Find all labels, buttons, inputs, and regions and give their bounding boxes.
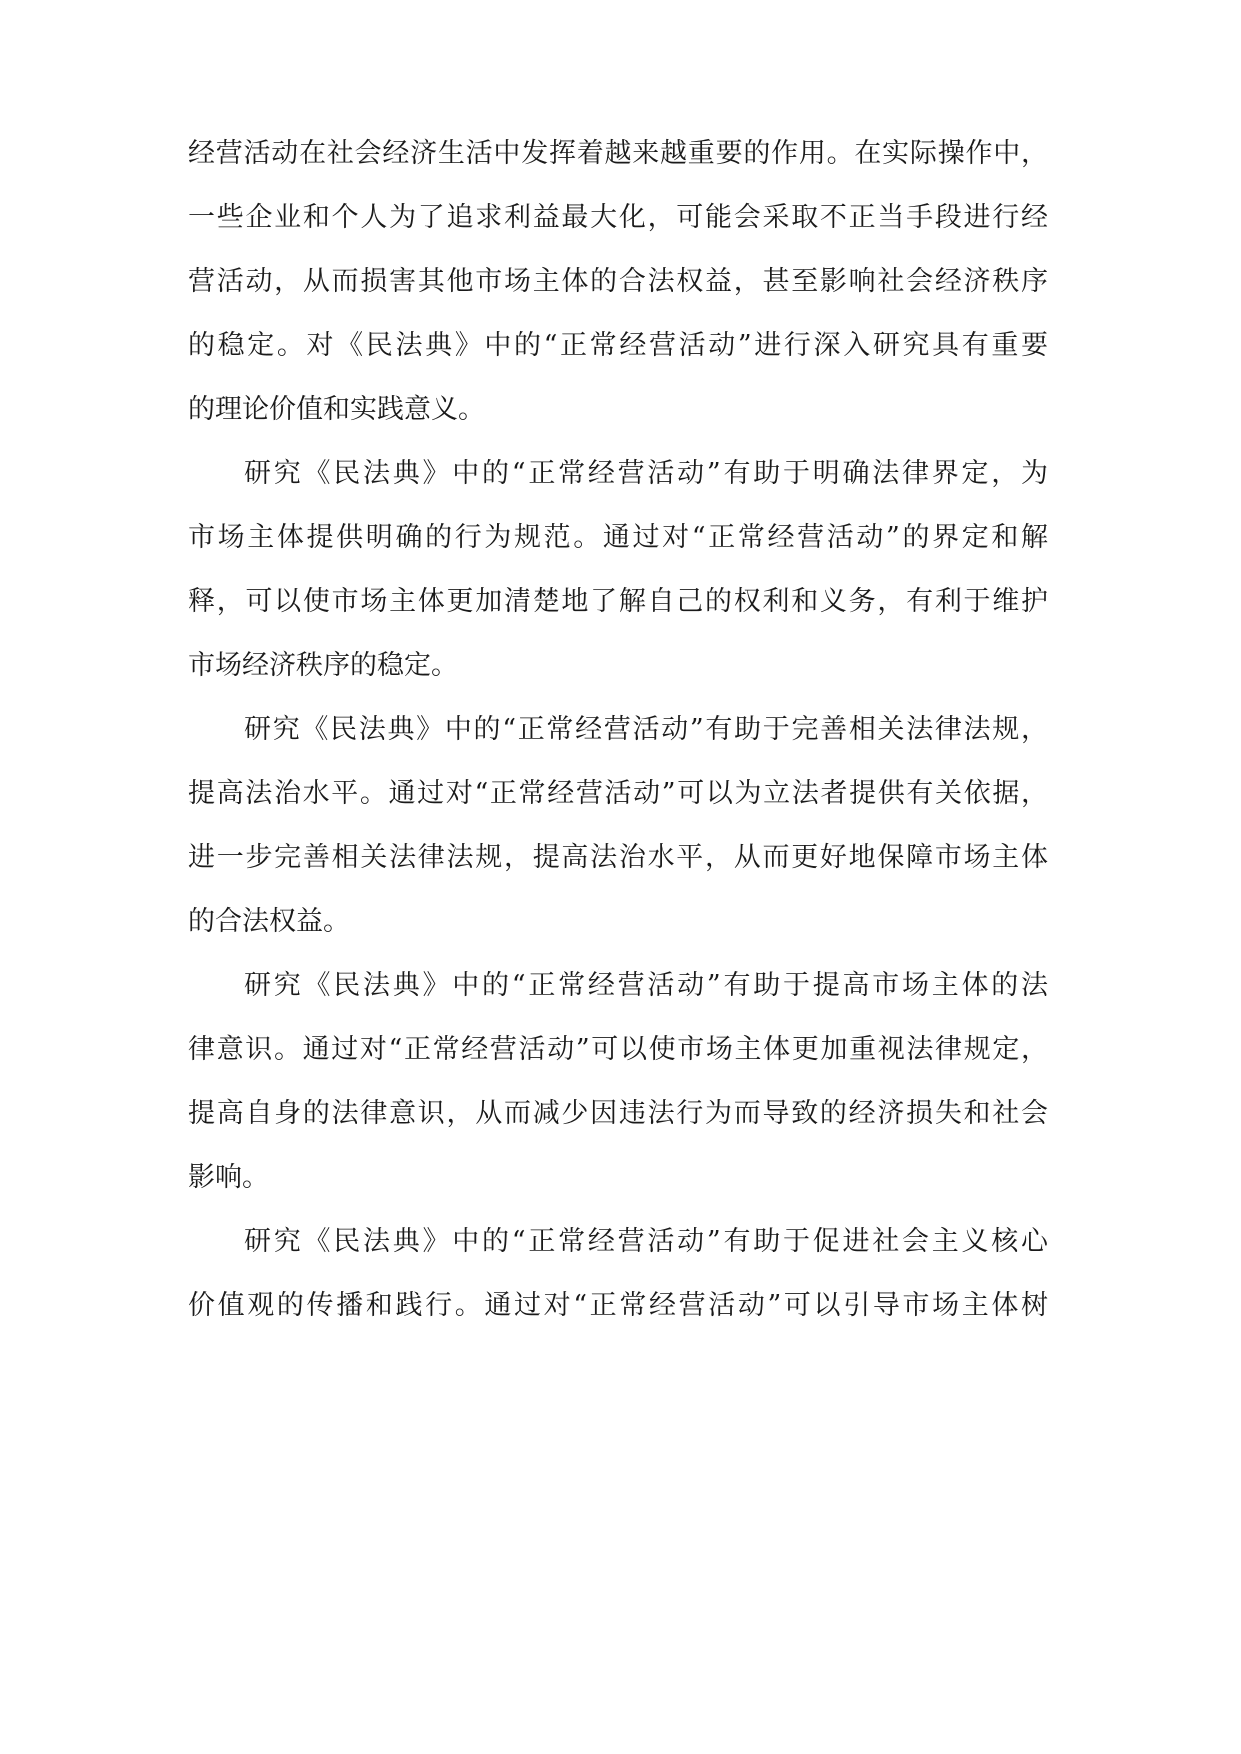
text-line: 律意识。通过对“正常经营活动”可以使市场主体更加重视法律规定， bbox=[188, 1034, 1048, 1065]
paragraph-1 bbox=[188, 122, 1048, 442]
text-line: 研究《民法典》中的“正常经营活动”有助于明确法律界定，为 bbox=[244, 458, 1048, 489]
text-line: 进一步完善相关法律法规，提高法治水平，从而更好地保障市场主体 bbox=[188, 842, 1048, 873]
paragraph-4 bbox=[188, 954, 1048, 1210]
text-line: 影响。 bbox=[188, 1162, 269, 1193]
paragraph-5 bbox=[188, 1210, 1048, 1338]
text-line: 的稳定。对《民法典》中的“正常经营活动”进行深入研究具有重要 bbox=[188, 330, 1048, 361]
text-line: 营活动，从而损害其他市场主体的合法权益，甚至影响社会经济秩序 bbox=[188, 266, 1048, 297]
text-line: 提高法治水平。通过对“正常经营活动”可以为立法者提供有关依据， bbox=[188, 778, 1048, 809]
text-line: 经营活动在社会经济生活中发挥着越来越重要的作用。在实际操作中， bbox=[188, 138, 1048, 169]
paragraph-3 bbox=[188, 698, 1048, 954]
document-page bbox=[188, 122, 1048, 1338]
text-line: 的理论价值和实践意义。 bbox=[188, 394, 485, 425]
text-line: 研究《民法典》中的“正常经营活动”有助于完善相关法律法规， bbox=[244, 714, 1048, 745]
text-line: 研究《民法典》中的“正常经营活动”有助于提高市场主体的法 bbox=[244, 970, 1048, 1001]
text-line: 市场经济秩序的稳定。 bbox=[188, 650, 458, 681]
text-line: 的合法权益。 bbox=[188, 906, 350, 937]
text-line: 释，可以使市场主体更加清楚地了解自己的权利和义务，有利于维护 bbox=[188, 586, 1048, 617]
paragraph-2 bbox=[188, 442, 1048, 698]
text-line: 研究《民法典》中的“正常经营活动”有助于促进社会主义核心 bbox=[244, 1226, 1048, 1257]
text-line: 市场主体提供明确的行为规范。通过对“正常经营活动”的界定和解 bbox=[188, 522, 1048, 553]
text-line: 价值观的传播和践行。通过对“正常经营活动”可以引导市场主体树 bbox=[188, 1290, 1048, 1321]
text-line: 一些企业和个人为了追求利益最大化，可能会采取不正当手段进行经 bbox=[188, 202, 1048, 233]
text-line: 提高自身的法律意识，从而减少因违法行为而导致的经济损失和社会 bbox=[188, 1098, 1048, 1129]
